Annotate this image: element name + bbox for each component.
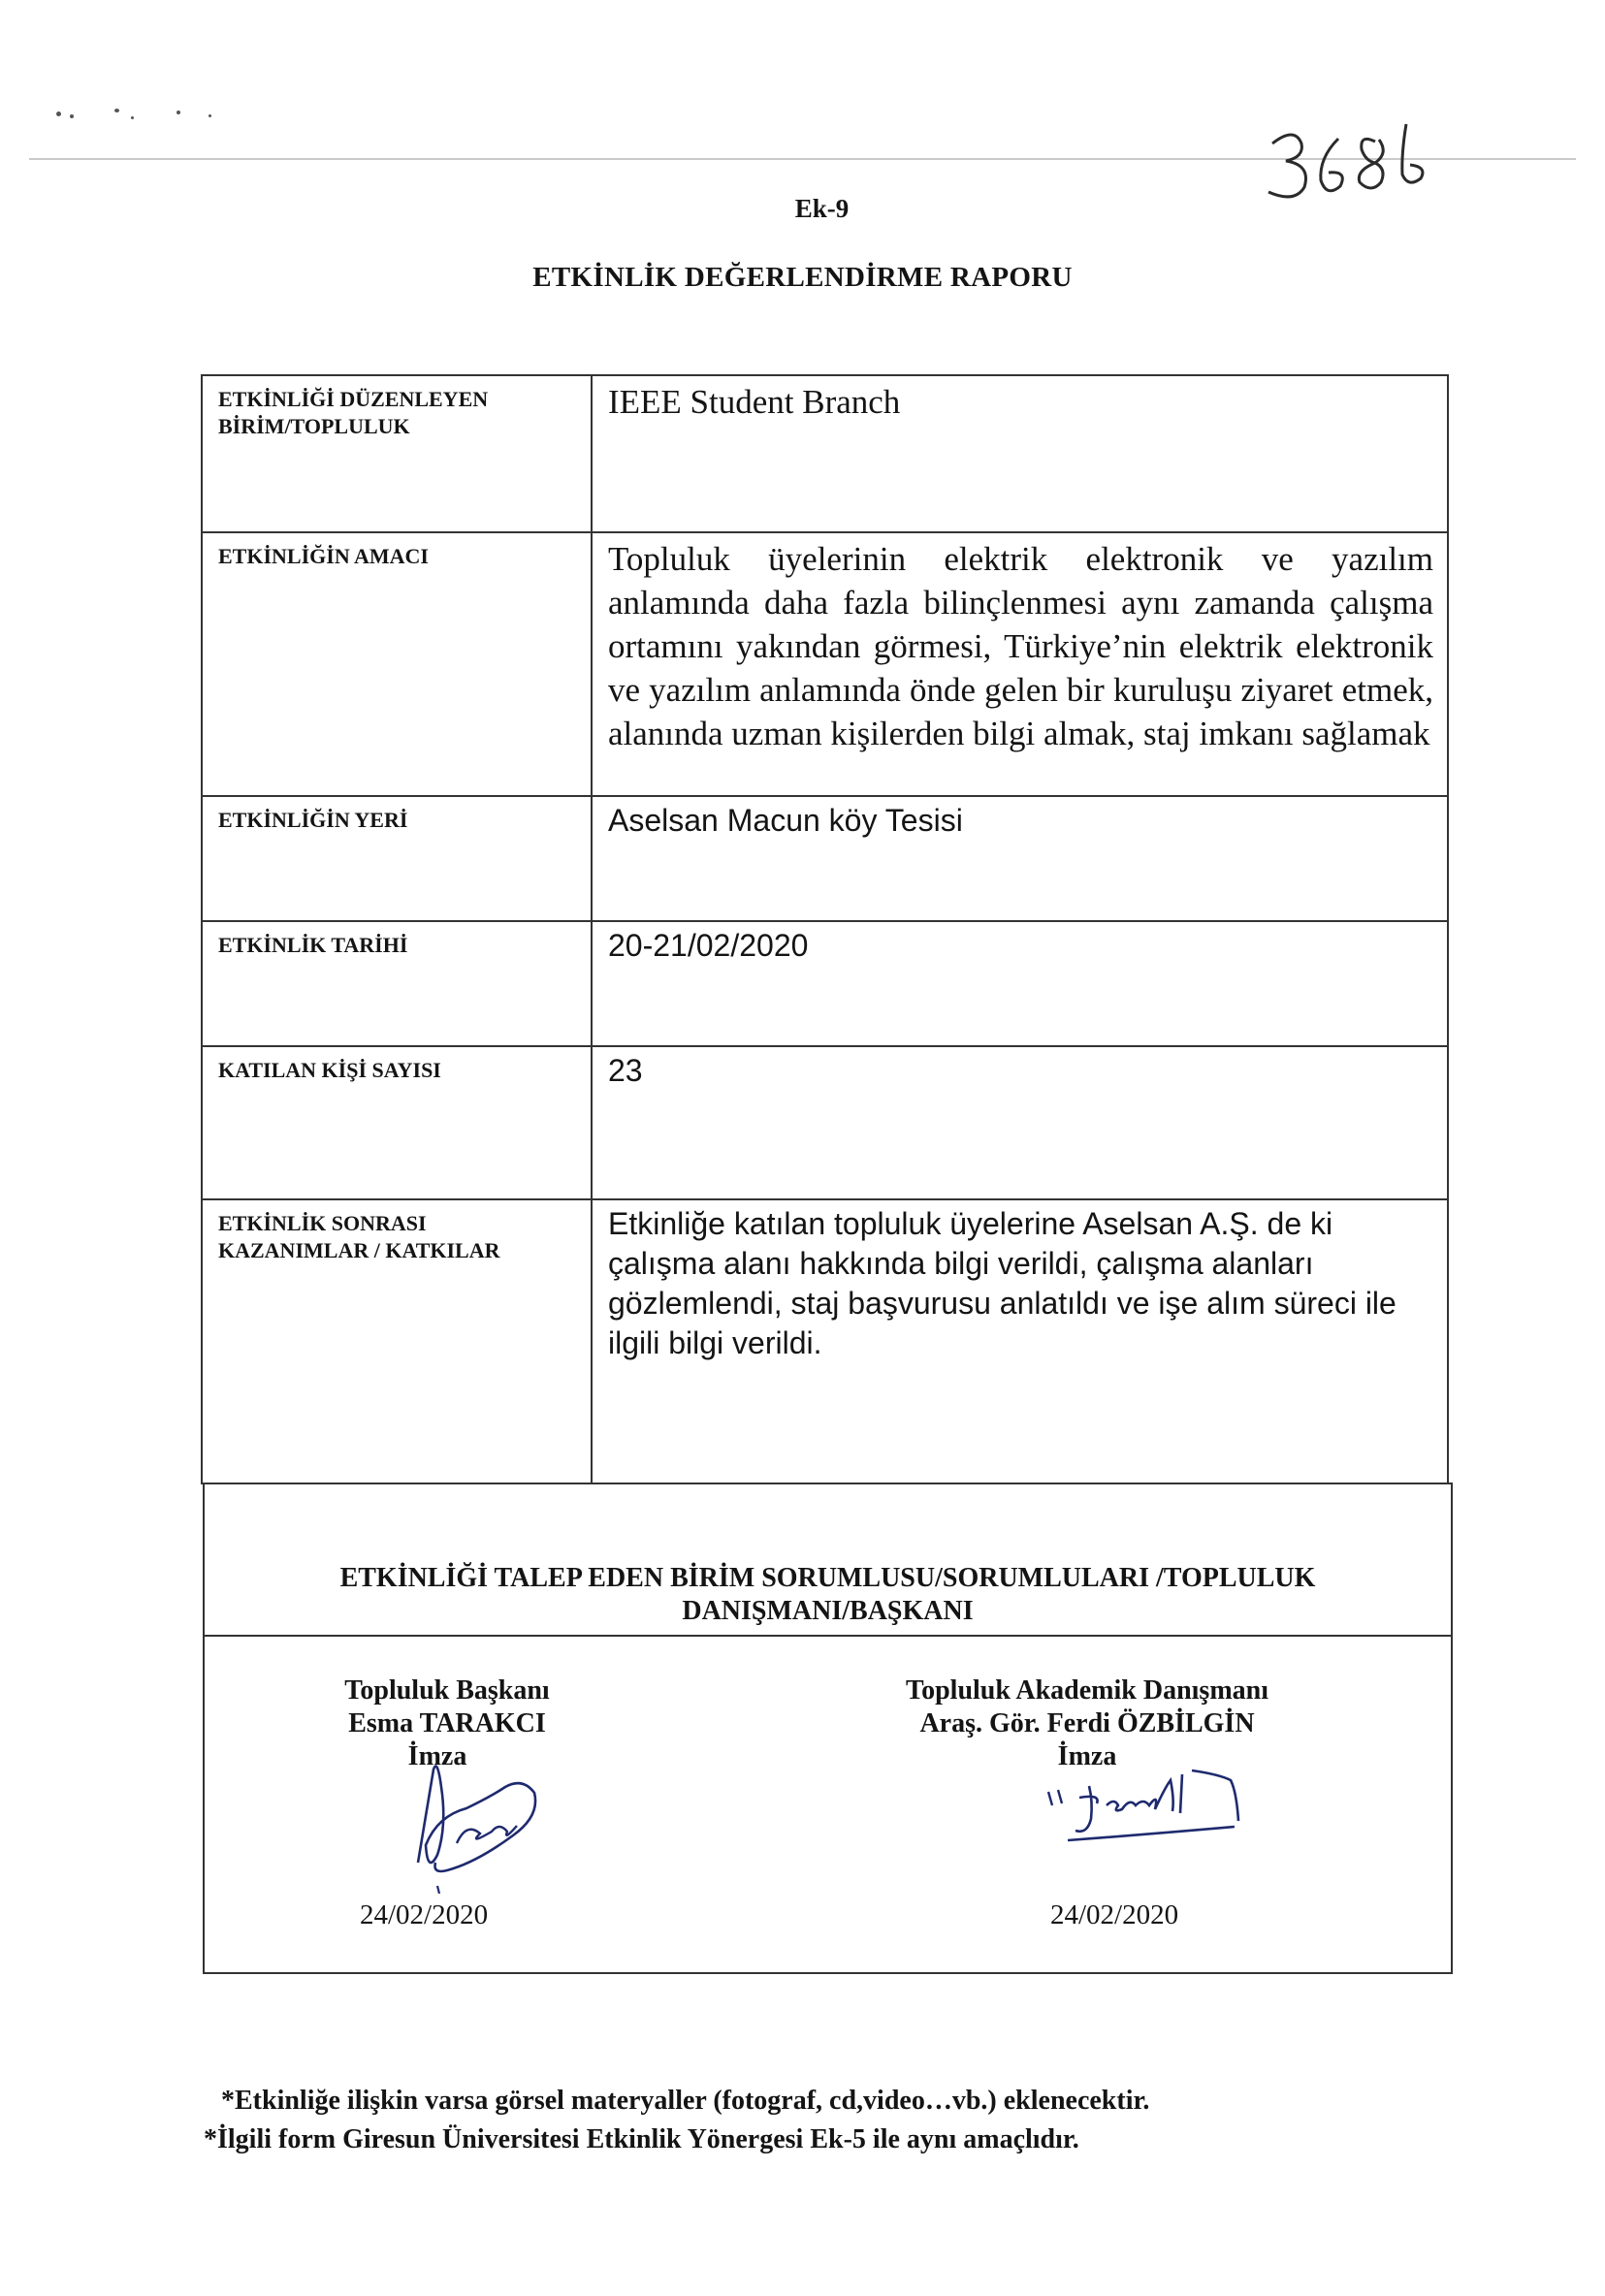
signature-header [205,1484,1451,1637]
footnote-line: *İlgili form Giresun Üniversitesi Etkinlik Yönergesi Ek-5 ile aynı amaçlıdır. [204,2124,1079,2154]
left-role: Topluluk Başkanı [344,1675,550,1706]
table-row [202,1199,1448,1483]
document-title: ETKİNLİK DEĞERLENDİRME RAPORU [532,262,1073,293]
left-name: Esma TARAKCI [348,1708,546,1738]
signature-section [203,1483,1453,1974]
scan-speck [70,114,74,118]
table-row [202,796,1448,921]
table-row [202,921,1448,1046]
location-value: Aselsan Macun köy Tesisi [592,796,1448,921]
organizer-value: IEEE Student Branch [592,375,1448,532]
left-sign-label: İmza [407,1741,467,1771]
left-date: 24/02/2020 [360,1899,489,1930]
right-sign-label: İmza [1057,1741,1117,1771]
footnote-line: *Etkinliğe ilişkin varsa görsel materyaller (fotograf, cd,video…vb.) eklenecektir. [221,2086,1150,2116]
event-info-table [201,374,1449,1484]
scan-speck [177,111,180,114]
signature-header-text: ETKİNLİĞİ TALEP EDEN BİRİM SORUMLUSU/SORUMLULARI /TOPLULUK DANIŞMANI/BAŞKANI [339,1563,1316,1626]
right-signature [1029,1741,1262,1848]
row-label-outcomes: ETKİNLİK SONRASI KAZANIMLAR / KATKILAR [202,1199,592,1483]
row-label-organizer: ETKİNLİĞİ DÜZENLEYEN BİRİM/TOPLULUK [202,375,592,532]
purpose-value: Topluluk üyelerinin elektrik elektronik ve yazılım anlamında daha fazla bilinçlenmesi aynı zamanda çalışma ortamını yakından görmesi, Türkiye’nin elektrik elektronik ve yazılım anlamında önde gelen bir kuruluşu ziyaret etmek, alanında uzman kişilerden bilgi almak, staj imkanı sağlamak [592,532,1448,796]
row-label-date: ETKİNLİK TARİHİ [202,921,592,1046]
handwritten-number [1251,114,1435,207]
right-date: 24/02/2020 [1050,1899,1179,1930]
row-label-purpose: ETKİNLİĞİN AMACI [202,532,592,796]
date-value: 20-21/02/2020 [592,921,1448,1046]
table-row [202,1046,1448,1199]
table-row [202,532,1448,796]
table-row [202,375,1448,532]
participants-value: 23 [592,1046,1448,1199]
annex-label: Ek-9 [794,194,850,223]
row-label-location: ETKİNLİĞİN YERİ [202,796,592,921]
scan-speck [131,116,134,119]
right-role: Topluluk Akademik Danışmanı [905,1675,1269,1706]
row-label-participants: KATILAN KİŞİ SAYISI [202,1046,592,1199]
left-signature [399,1748,544,1894]
scan-speck [209,114,211,117]
scan-speck [114,109,119,112]
right-name: Araş. Gör. Ferdi ÖZBİLGİN [919,1708,1255,1738]
outcomes-value: Etkinliğe katılan topluluk üyelerine Aselsan A.Ş. de ki çalışma alanı hakkında bilgi verildi, çalışma alanları gözlemlendi, staj başvurusu anlatıldı ve işe alım süreci ile ilgili bilgi verildi. [592,1199,1448,1483]
scan-speck [56,112,61,116]
footnotes [204,2082,1149,2159]
